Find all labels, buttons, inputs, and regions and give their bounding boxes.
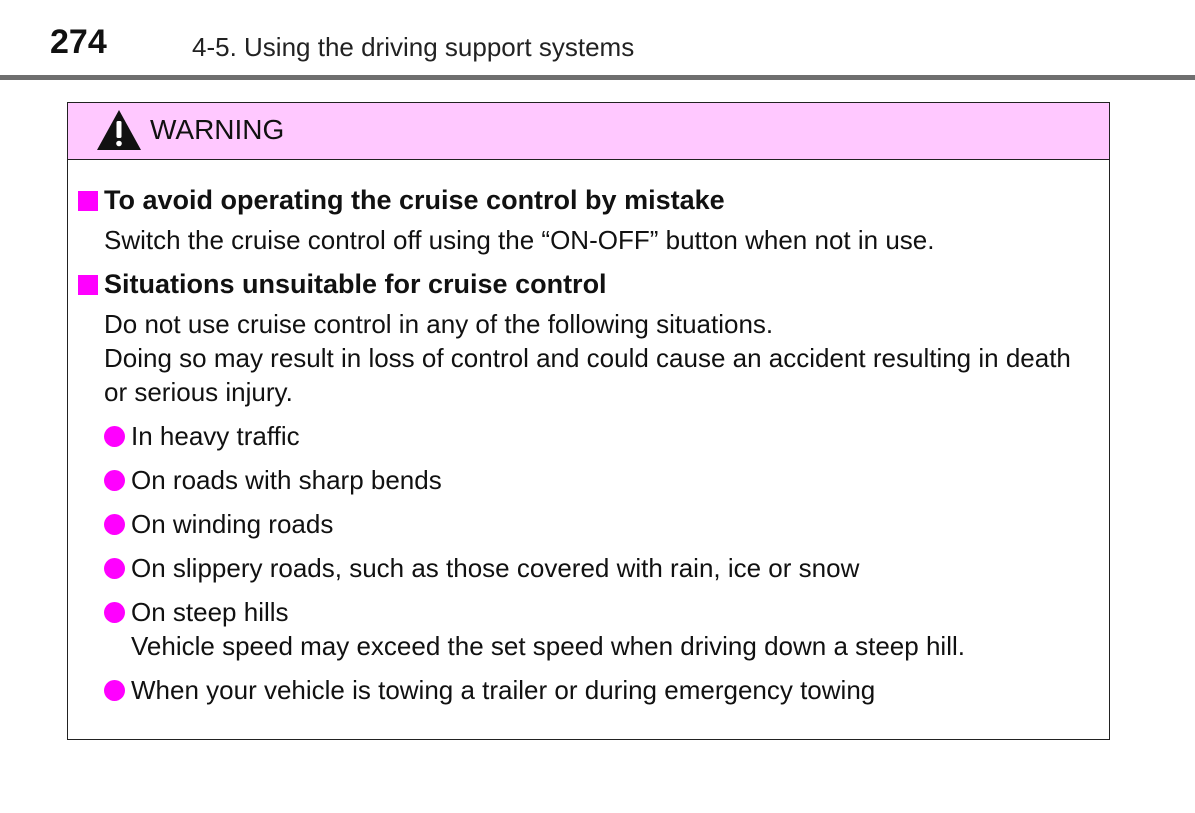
- list-item: [104, 419, 1099, 453]
- list-item-note: Vehicle speed may exceed the set speed when driving down a steep hill.: [131, 631, 965, 661]
- warning-title: WARNING: [150, 114, 285, 145]
- magenta-dot-icon: [104, 470, 125, 491]
- warning-triangle-icon: [96, 109, 142, 151]
- list-item-text: On slippery roads, such as those covered with rain, ice or snow: [131, 553, 860, 583]
- list-item-text: On steep hills: [131, 597, 289, 627]
- section-heading: [78, 265, 1099, 303]
- magenta-square-icon: [78, 191, 98, 211]
- magenta-dot-icon: [104, 514, 125, 535]
- list-item: [104, 595, 1099, 663]
- magenta-dot-icon: [104, 426, 125, 447]
- list-item-text: In heavy traffic: [131, 421, 300, 451]
- warning-content: [78, 181, 1099, 717]
- list-item: [104, 507, 1099, 541]
- magenta-dot-icon: [104, 558, 125, 579]
- list-item: [104, 463, 1099, 497]
- section-text: Doing so may result in loss of control and could cause an accident resulting in death or serious injury.: [104, 343, 1071, 407]
- section-text: Switch the cruise control off using the “ON-OFF” button when not in use.: [104, 225, 935, 255]
- magenta-square-icon: [78, 275, 98, 295]
- warning-header: [68, 103, 1109, 160]
- magenta-dot-icon: [104, 680, 125, 701]
- section-text: Do not use cruise control in any of the following situations.: [104, 309, 774, 339]
- heading-text: Situations unsuitable for cruise control: [104, 269, 607, 299]
- list-item-text: On winding roads: [131, 509, 334, 539]
- section-heading: [78, 181, 1099, 219]
- bullet-list: [78, 419, 1099, 707]
- list-item-text: When your vehicle is towing a trailer or during emergency towing: [131, 675, 876, 705]
- magenta-dot-icon: [104, 602, 125, 623]
- warning-box: [67, 102, 1110, 740]
- list-item-text: On roads with sharp bends: [131, 465, 442, 495]
- heading-text: To avoid operating the cruise control by mistake: [104, 185, 725, 215]
- list-item: [104, 551, 1099, 585]
- section-title: 4-5. Using the driving support systems: [192, 32, 635, 62]
- page-number: 274: [50, 23, 107, 61]
- list-item: [104, 673, 1099, 707]
- header-rule: [0, 75, 1195, 80]
